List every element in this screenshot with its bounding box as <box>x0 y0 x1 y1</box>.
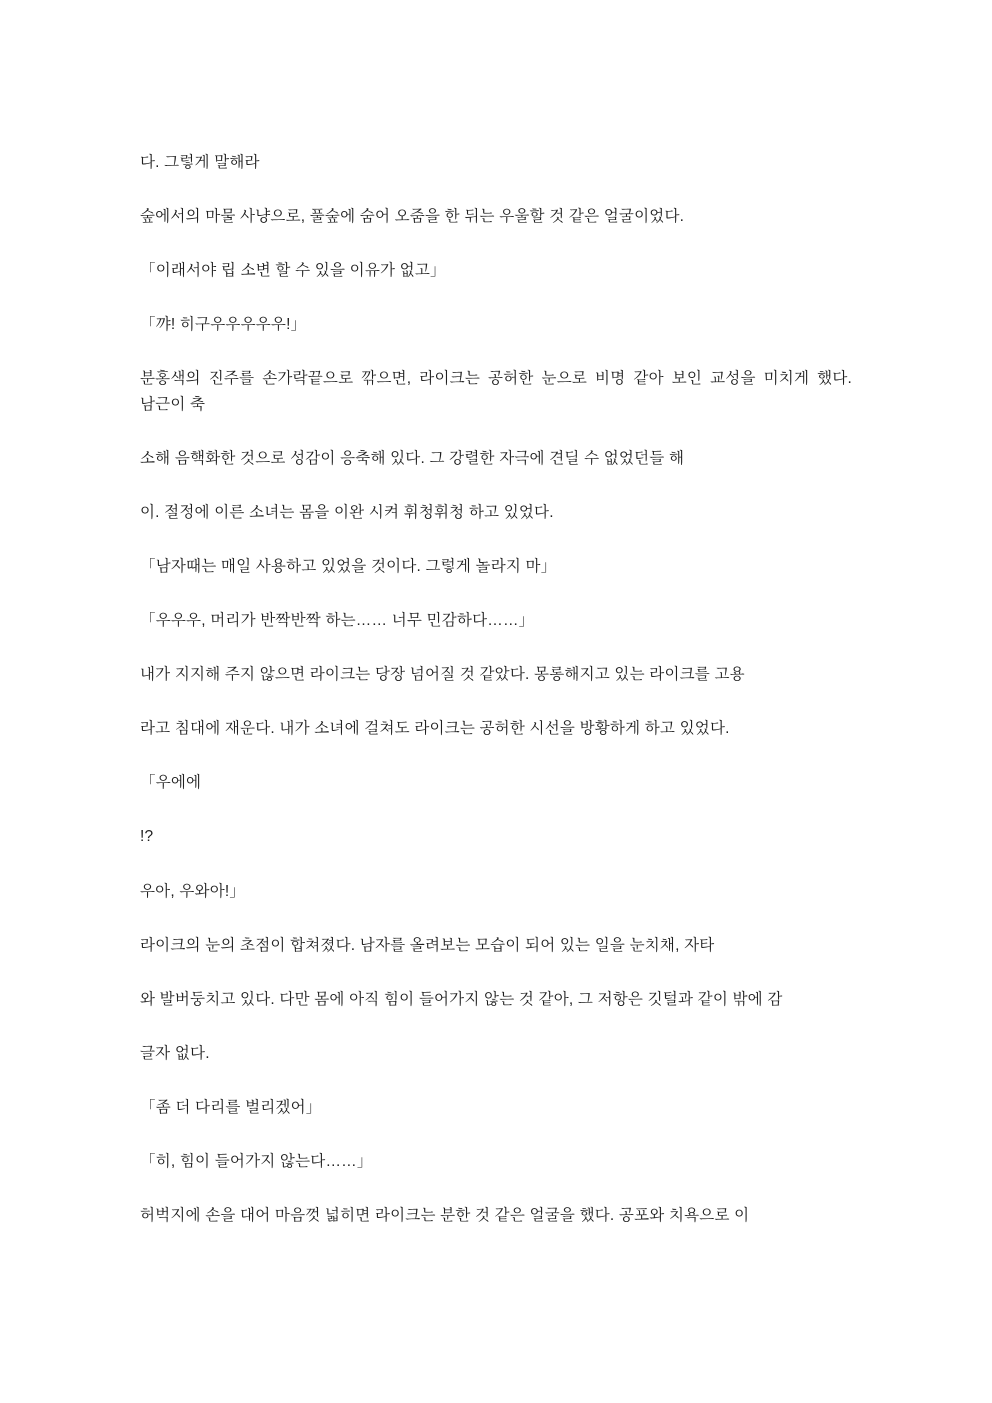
paragraph: 와 발버둥치고 있다. 다만 몸에 아직 힘이 들어가지 않는 것 같아, 그 저항은 깃털과 같이 밖에 감 <box>140 990 783 1008</box>
paragraph: 내가 지지해 주지 않으면 라이크는 당장 넘어질 것 같았다. 몽롱해지고 있는 라이크를 고용 <box>140 666 745 684</box>
paragraph: 「이래서야 립 소변 할 수 있을 이유가 없고」 <box>140 262 446 280</box>
paragraph: 「우에에 <box>140 774 202 792</box>
paragraph: 소해 음핵화한 것으로 성감이 응축해 있다. 그 강렬한 자극에 견딜 수 없었던들 해 <box>140 449 685 467</box>
paragraph: 숲에서의 마물 사냥으로, 풀숲에 숨어 오줌을 한 뒤는 우울할 것 같은 얼굴이었다. <box>140 208 685 226</box>
paragraph: 라고 침대에 재운다. 내가 소녀에 걸쳐도 라이크는 공허한 시선을 방황하게 하고 있었다. <box>140 720 730 738</box>
paragraph: 「남자때는 매일 사용하고 있었을 것이다. 그렇게 놀라지 마」 <box>140 557 557 575</box>
document-body <box>140 150 857 1228</box>
paragraph: 라이크의 눈의 초점이 합쳐졌다. 남자를 올려보는 모습이 되어 있는 일을 눈치채, 자타 <box>140 936 715 954</box>
paragraph: 허벅지에 손을 대어 마음껏 넓히면 라이크는 분한 것 같은 얼굴을 했다. 공포와 치욕으로 이 <box>140 1207 750 1225</box>
paragraph: 분홍색의 진주를 손가락끝으로 깎으면, 라이크는 공허한 눈으로 비명 같아 보인 교성을 미치게 했다. 남근이 축 <box>140 370 857 413</box>
paragraph: 글자 없다. <box>140 1044 210 1062</box>
paragraph: 우아, 우와아!」 <box>140 882 246 900</box>
paragraph: 「좀 더 다리를 벌리겠어」 <box>140 1098 322 1116</box>
paragraph: 「히, 힘이 들어가지 않는다……」 <box>140 1153 373 1171</box>
paragraph: 이. 절정에 이른 소녀는 몸을 이완 시켜 휘청휘청 하고 있었다. <box>140 503 554 521</box>
paragraph: 「우우우, 머리가 반짝반짝 하는…… 너무 민감하다……」 <box>140 611 535 629</box>
paragraph: 「꺄! 히구우우우우우!」 <box>140 316 307 334</box>
paragraph: 다. 그렇게 말해라 <box>140 154 260 171</box>
paragraph: !? <box>140 828 154 846</box>
